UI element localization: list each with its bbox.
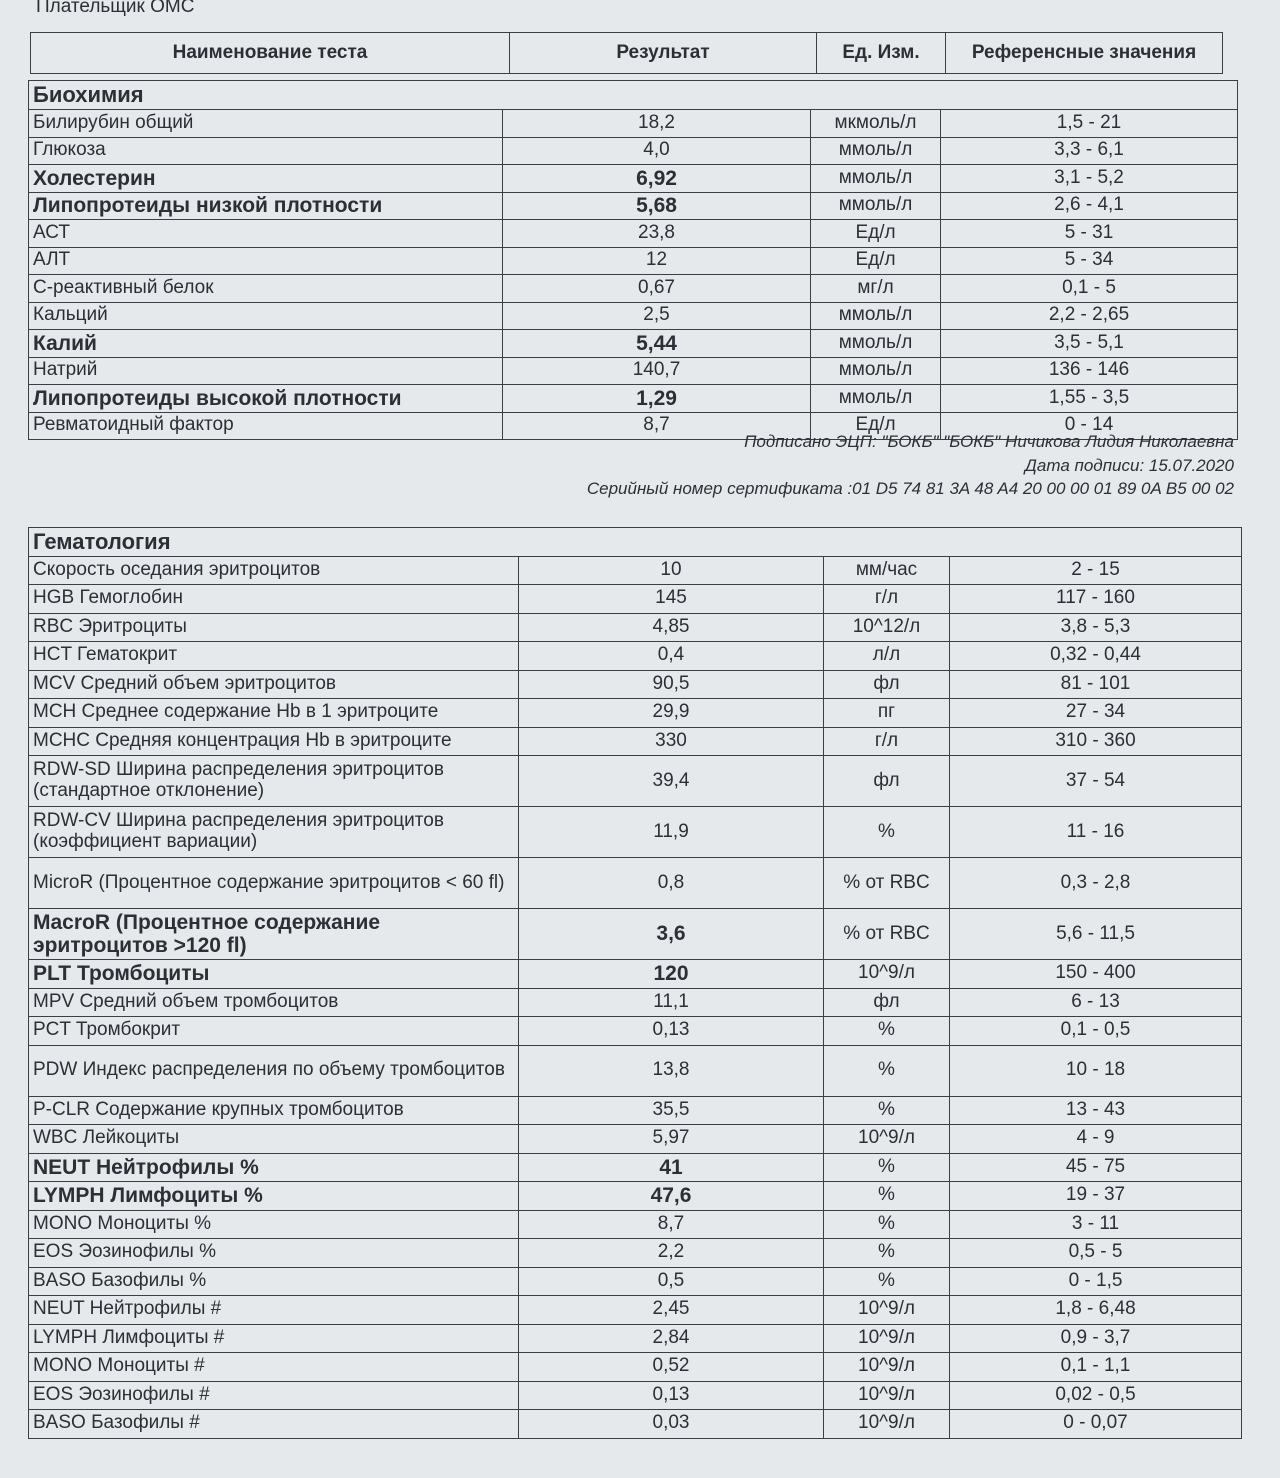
test-result: 0,03 (519, 1410, 824, 1439)
test-name: HCT Гематокрит (29, 642, 519, 671)
test-result: 140,7 (503, 357, 811, 385)
test-unit: ммоль/л (811, 192, 941, 220)
test-reference: 1,55 - 3,5 (941, 385, 1238, 413)
test-reference: 1,8 - 6,48 (950, 1296, 1242, 1325)
table-row (29, 1267, 1242, 1296)
test-reference: 0,1 - 1,1 (950, 1353, 1242, 1382)
test-unit: % (824, 1210, 950, 1239)
test-reference: 5 - 31 (941, 220, 1238, 248)
test-reference: 11 - 16 (950, 807, 1242, 858)
test-name: P-CLR Содержание крупных тромбоцитов (29, 1096, 519, 1125)
test-result: 90,5 (519, 670, 824, 699)
test-name: MCV Средний объем эритроцитов (29, 670, 519, 699)
test-reference: 13 - 43 (950, 1096, 1242, 1125)
test-unit: 10^9/л (824, 1125, 950, 1154)
test-unit: 10^9/л (824, 1353, 950, 1382)
test-reference: 0,3 - 2,8 (950, 858, 1242, 909)
test-unit: 10^9/л (824, 960, 950, 989)
test-reference: 117 - 160 (950, 585, 1242, 614)
test-result: 330 (519, 727, 824, 756)
test-reference: 10 - 18 (950, 1045, 1242, 1096)
col-name-header: Наименование теста (31, 33, 510, 74)
test-result: 11,1 (519, 988, 824, 1017)
test-name: PCT Тромбокрит (29, 1017, 519, 1046)
test-unit: 10^9/л (824, 1296, 950, 1325)
test-reference: 0,1 - 0,5 (950, 1017, 1242, 1046)
test-reference: 81 - 101 (950, 670, 1242, 699)
biochemistry-table (28, 80, 1238, 440)
test-result: 5,68 (503, 192, 811, 220)
test-name: RDW-SD Ширина распределения эритроцитов (стандартное отклонение) (29, 756, 519, 807)
test-name: Липопротеиды низкой плотности (29, 192, 503, 220)
test-reference: 3,5 - 5,1 (941, 330, 1238, 358)
section-title-row (29, 81, 1238, 110)
test-result: 4,85 (519, 613, 824, 642)
table-row (29, 1353, 1242, 1382)
test-name: MONO Моноциты % (29, 1210, 519, 1239)
table-row (29, 1045, 1242, 1096)
test-name: Холестерин (29, 165, 503, 193)
test-unit: % от RBC (824, 858, 950, 909)
test-result: 5,97 (519, 1125, 824, 1154)
test-unit: ммоль/л (811, 137, 941, 165)
test-name: Глюкоза (29, 137, 503, 165)
table-row (29, 858, 1242, 909)
test-unit: фл (824, 988, 950, 1017)
table-row (29, 247, 1238, 275)
table-row (29, 385, 1238, 413)
test-result: 2,84 (519, 1324, 824, 1353)
table-row (29, 585, 1242, 614)
table-row (29, 1096, 1242, 1125)
test-result: 23,8 (503, 220, 811, 248)
test-unit: % (824, 1045, 950, 1096)
test-name: LYMPH Лимфоциты % (29, 1182, 519, 1211)
table-row (29, 1210, 1242, 1239)
test-unit: % (824, 1182, 950, 1211)
test-reference: 2,2 - 2,65 (941, 302, 1238, 330)
section-title-row (29, 528, 1242, 557)
test-reference: 2 - 15 (950, 556, 1242, 585)
test-name: RBC Эритроциты (29, 613, 519, 642)
test-name: BASO Базофилы % (29, 1267, 519, 1296)
test-result: 120 (519, 960, 824, 989)
test-unit: % (824, 1239, 950, 1268)
test-reference: 3,8 - 5,3 (950, 613, 1242, 642)
test-name: Липопротеиды высокой плотности (29, 385, 503, 413)
test-name: RDW-CV Ширина распределения эритроцитов (коэффициент вариации) (29, 807, 519, 858)
test-reference: 0 - 1,5 (950, 1267, 1242, 1296)
test-unit: фл (824, 670, 950, 699)
test-unit: Ед/л (811, 220, 941, 248)
column-header-table (30, 32, 1223, 74)
test-unit: % (824, 1153, 950, 1182)
test-reference: 0,1 - 5 (941, 275, 1238, 303)
test-result: 18,2 (503, 110, 811, 138)
test-reference: 27 - 34 (950, 699, 1242, 728)
test-unit: мм/час (824, 556, 950, 585)
table-row (29, 1410, 1242, 1439)
table-row (29, 807, 1242, 858)
test-name: MicroR (Процентное содержание эритроцитов < 60 fl) (29, 858, 519, 909)
test-unit: г/л (824, 727, 950, 756)
col-ref-header: Референсные значения (946, 33, 1223, 74)
test-unit: Ед/л (811, 247, 941, 275)
test-unit: 10^9/л (824, 1324, 950, 1353)
test-result: 1,29 (503, 385, 811, 413)
test-name: Кальций (29, 302, 503, 330)
test-result: 6,92 (503, 165, 811, 193)
test-result: 0,67 (503, 275, 811, 303)
test-unit: ммоль/л (811, 385, 941, 413)
test-result: 0,13 (519, 1017, 824, 1046)
test-unit: 10^9/л (824, 1410, 950, 1439)
table-row (29, 1239, 1242, 1268)
table-row (29, 699, 1242, 728)
test-reference: 1,5 - 21 (941, 110, 1238, 138)
test-unit: % (824, 807, 950, 858)
col-unit-header: Ед. Изм. (817, 33, 946, 74)
test-unit: % от RBC (824, 909, 950, 960)
table-row (29, 613, 1242, 642)
test-reference: 3,3 - 6,1 (941, 137, 1238, 165)
test-reference: 4 - 9 (950, 1125, 1242, 1154)
table-row (29, 1381, 1242, 1410)
table-row (29, 988, 1242, 1017)
test-result: 2,45 (519, 1296, 824, 1325)
test-name: MCHC Средняя концентрация Hb в эритроците (29, 727, 519, 756)
test-name: Натрий (29, 357, 503, 385)
test-reference: 5,6 - 11,5 (950, 909, 1242, 960)
table-row (29, 330, 1238, 358)
test-name: MONO Моноциты # (29, 1353, 519, 1382)
test-reference: 37 - 54 (950, 756, 1242, 807)
test-unit: % (824, 1096, 950, 1125)
test-name: NEUT Нейтрофилы % (29, 1153, 519, 1182)
test-unit: 10^9/л (824, 1381, 950, 1410)
test-result: 5,44 (503, 330, 811, 358)
table-row (29, 909, 1242, 960)
table-row (29, 1324, 1242, 1353)
test-unit: ммоль/л (811, 165, 941, 193)
test-result: 0,8 (519, 858, 824, 909)
test-unit: мг/л (811, 275, 941, 303)
test-result: 0,5 (519, 1267, 824, 1296)
test-result: 10 (519, 556, 824, 585)
test-name: Билирубин общий (29, 110, 503, 138)
test-reference: 136 - 146 (941, 357, 1238, 385)
test-result: 11,9 (519, 807, 824, 858)
test-reference: 19 - 37 (950, 1182, 1242, 1211)
test-result: 13,8 (519, 1045, 824, 1096)
payer-label: Плательщик ОМС (36, 0, 195, 17)
test-reference: 3 - 11 (950, 1210, 1242, 1239)
test-unit: ммоль/л (811, 302, 941, 330)
test-result: 35,5 (519, 1096, 824, 1125)
test-result: 41 (519, 1153, 824, 1182)
test-result: 0,52 (519, 1353, 824, 1382)
table-row (29, 1296, 1242, 1325)
table-row (29, 727, 1242, 756)
test-name: PLT Тромбоциты (29, 960, 519, 989)
test-name: С-реактивный белок (29, 275, 503, 303)
test-name: EOS Эозинофилы # (29, 1381, 519, 1410)
table-row (29, 1017, 1242, 1046)
test-unit: л/л (824, 642, 950, 671)
test-unit: % (824, 1017, 950, 1046)
test-reference: 150 - 400 (950, 960, 1242, 989)
table-row (29, 1153, 1242, 1182)
test-result: 2,2 (519, 1239, 824, 1268)
table-row (29, 137, 1238, 165)
test-name: NEUT Нейтрофилы # (29, 1296, 519, 1325)
test-result: 0,4 (519, 642, 824, 671)
test-result: 39,4 (519, 756, 824, 807)
test-result: 0,13 (519, 1381, 824, 1410)
test-reference: 310 - 360 (950, 727, 1242, 756)
table-row (29, 110, 1238, 138)
test-reference: 6 - 13 (950, 988, 1242, 1017)
test-name: BASO Базофилы # (29, 1410, 519, 1439)
hematology-table (28, 527, 1242, 1439)
test-name: PDW Индекс распределения по объему тромбоцитов (29, 1045, 519, 1096)
hematology-title: Гематология (29, 528, 1242, 557)
test-unit: ммоль/л (811, 330, 941, 358)
test-name: MacroR (Процентное содержание эритроцитов >120 fl) (29, 909, 519, 960)
certificate-serial: Серийный номер сертификата :01 D5 74 81 3A 48 A4 20 00 00 01 89 0A B5 00 02 (586, 479, 1234, 498)
test-name: HGB Гемоглобин (29, 585, 519, 614)
test-unit: фл (824, 756, 950, 807)
test-result: 145 (519, 585, 824, 614)
table-row (29, 165, 1238, 193)
test-reference: 0,5 - 5 (950, 1239, 1242, 1268)
column-header-row (31, 33, 1223, 74)
test-reference: 2,6 - 4,1 (941, 192, 1238, 220)
test-unit: пг (824, 699, 950, 728)
test-name: Ревматоидный фактор (29, 412, 503, 440)
table-row (29, 357, 1238, 385)
test-reference: 0,9 - 3,7 (950, 1324, 1242, 1353)
test-unit: Ед/л (811, 412, 941, 440)
test-name: Скорость оседания эритроцитов (29, 556, 519, 585)
test-result: 29,9 (519, 699, 824, 728)
table-row (29, 756, 1242, 807)
test-name: АЛТ (29, 247, 503, 275)
test-reference: 3,1 - 5,2 (941, 165, 1238, 193)
test-unit: ммоль/л (811, 357, 941, 385)
table-row (29, 302, 1238, 330)
test-result: 8,7 (503, 412, 811, 440)
signature-date: Дата подписи: 15.07.2020 (1024, 456, 1234, 475)
test-name: АСТ (29, 220, 503, 248)
table-row (29, 960, 1242, 989)
test-reference: 0,02 - 0,5 (950, 1381, 1242, 1410)
test-name: MCH Среднее содержание Hb в 1 эритроците (29, 699, 519, 728)
table-row (29, 556, 1242, 585)
col-result-header: Результат (510, 33, 817, 74)
table-row (29, 220, 1238, 248)
test-result: 4,0 (503, 137, 811, 165)
test-reference: 5 - 34 (941, 247, 1238, 275)
test-reference: 0 - 14 (941, 412, 1238, 440)
table-row (29, 1125, 1242, 1154)
test-reference: 0,32 - 0,44 (950, 642, 1242, 671)
test-result: 47,6 (519, 1182, 824, 1211)
table-row (29, 642, 1242, 671)
test-result: 2,5 (503, 302, 811, 330)
test-unit: г/л (824, 585, 950, 614)
table-row (29, 1182, 1242, 1211)
test-name: EOS Эозинофилы % (29, 1239, 519, 1268)
table-row (29, 192, 1238, 220)
test-result: 8,7 (519, 1210, 824, 1239)
test-unit: мкмоль/л (811, 110, 941, 138)
test-unit: % (824, 1267, 950, 1296)
test-name: LYMPH Лимфоциты # (29, 1324, 519, 1353)
test-result: 3,6 (519, 909, 824, 960)
test-name: Калий (29, 330, 503, 358)
test-name: MPV Средний объем тромбоцитов (29, 988, 519, 1017)
table-row (29, 275, 1238, 303)
test-reference: 0 - 0,07 (950, 1410, 1242, 1439)
test-name: WBC Лейкоциты (29, 1125, 519, 1154)
biochemistry-title: Биохимия (29, 81, 1238, 110)
test-reference: 45 - 75 (950, 1153, 1242, 1182)
test-unit: 10^12/л (824, 613, 950, 642)
test-result: 12 (503, 247, 811, 275)
table-row (29, 670, 1242, 699)
signature-line: Подписано ЭЦП: "БОКБ" "БОКБ" Ничикова Лидия Николаевна (744, 432, 1234, 451)
